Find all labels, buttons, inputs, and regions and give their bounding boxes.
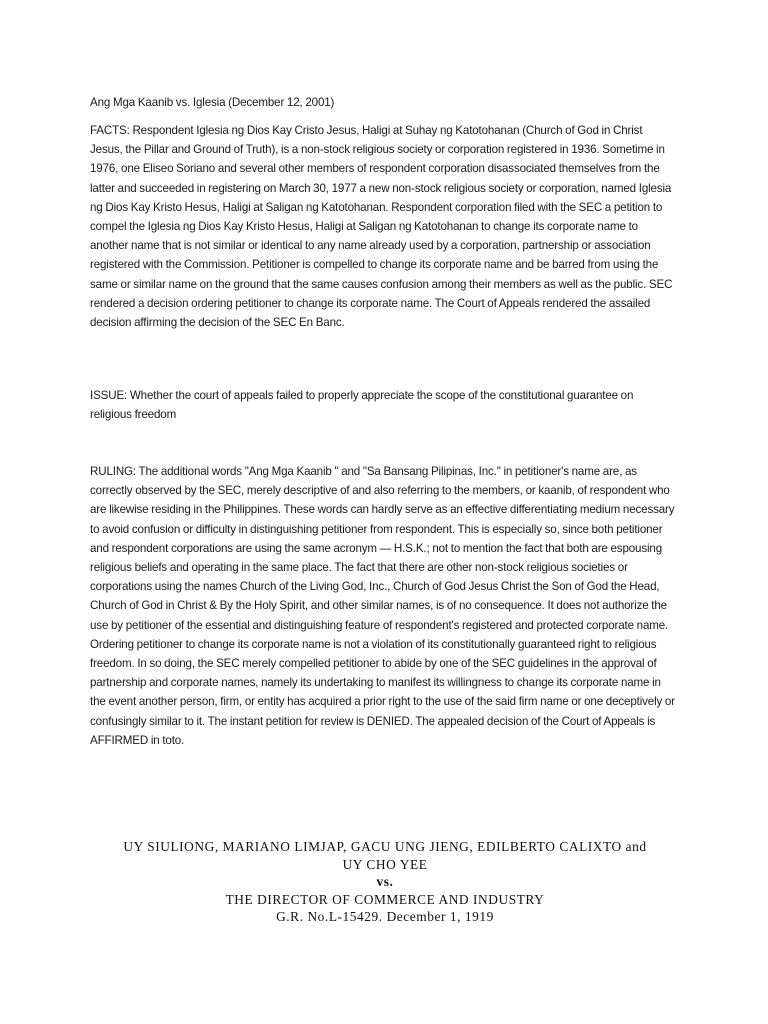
case-citation: G.R. No.L-15429. December 1, 1919 [276,909,494,925]
next-case-heading [90,838,680,926]
petitioners-line-2: UY CHO YEE [342,856,428,872]
facts-paragraph: FACTS: Respondent Iglesia ng Dios Kay Cristo Jesus, Haligi at Suhay ng Katotohanan (Church of God in Christ Jesus, the Pillar and Ground of Truth), is a non-stock religious society or corporation registered in 1936. Sometime in 1976, one Eliseo Soriano and several other members of respondent corporation disassociated themselves from the latter and succeeded in registering on March 30, 1977 a new non-stock religious society or corporation, named Iglesia ng Dios Kay Kristo Hesus, Haligi at Saligan ng Katotohanan. Respondent corporation filed with the SEC a petition to compel the Iglesia ng Dios Kay Kristo Hesus, Haligi at Saligan ng Katotohanan to change its corporate name to another name that is not similar or identical to any name already used by a corporation, partnership or association registered with the Commission. Petitioner is compelled to change its corporate name and be barred from using the same or similar name on the ground that the same causes confusion among their members as well as the public. SEC rendered a decision ordering petitioner to change its corporate name. The Court of Appeals rendered the assailed decision affirming the decision of the SEC En Banc. [90,124,673,330]
versus-label: vs. [376,874,394,890]
ruling-paragraph: RULING: The additional words "Ang Mga Kaanib " and "Sa Bansang Pilipinas, Inc." in petitioner's name are, as correctly observed by the SEC, merely descriptive of and also referring to the members, or kaanib, of respondent who are likewise residing in the Philippines. These words can hardly serve as an effective differentiating medium necessary to avoid confusion or difficulty in distinguishing petitioner from respondent. This is especially so, since both petitioner and respondent corporations are using the same acronym — H.S.K.; not to mention the fact that both are espousing religious beliefs and operating in the same place. The fact that there are other non-stock religious societies or corporations using the names Church of the Living God, Inc., Church of God Jesus Christ the Son of God the Head, Church of God in Christ & By the Holy Spirit, and other similar names, is of no consequence. It does not authorize the use by petitioner of the essential and distinguishing feature of respondent's registered and protected corporate name. Ordering petitioner to change its corporate name is not a violation of its constitutionally guaranteed right to religious freedom. In so doing, the SEC merely compelled petitioner to abide by one of the SEC guidelines in the approval of partnership and corporate names, namely its undertaking to manifest its willingness to change its corporate name in the event another person, firm, or entity has acquired a prior right to the use of the said firm name or one deceptively or confusingly similar to it. The instant petition for review is DENIED. The appealed decision of the Court of Appeals is AFFIRMED in toto. [90,465,675,747]
petitioners-line-1: UY SIULIONG, MARIANO LIMJAP, GACU UNG JIENG, EDILBERTO CALIXTO and [123,839,647,854]
respondent-name: THE DIRECTOR OF COMMERCE AND INDUSTRY [225,891,545,907]
issue-paragraph: ISSUE: Whether the court of appeals failed to properly appreciate the scope of the constitutional guarantee on religious freedom [90,389,634,422]
case-title: Ang Mga Kaanib vs. Iglesia (December 12, 2001) [90,96,335,109]
